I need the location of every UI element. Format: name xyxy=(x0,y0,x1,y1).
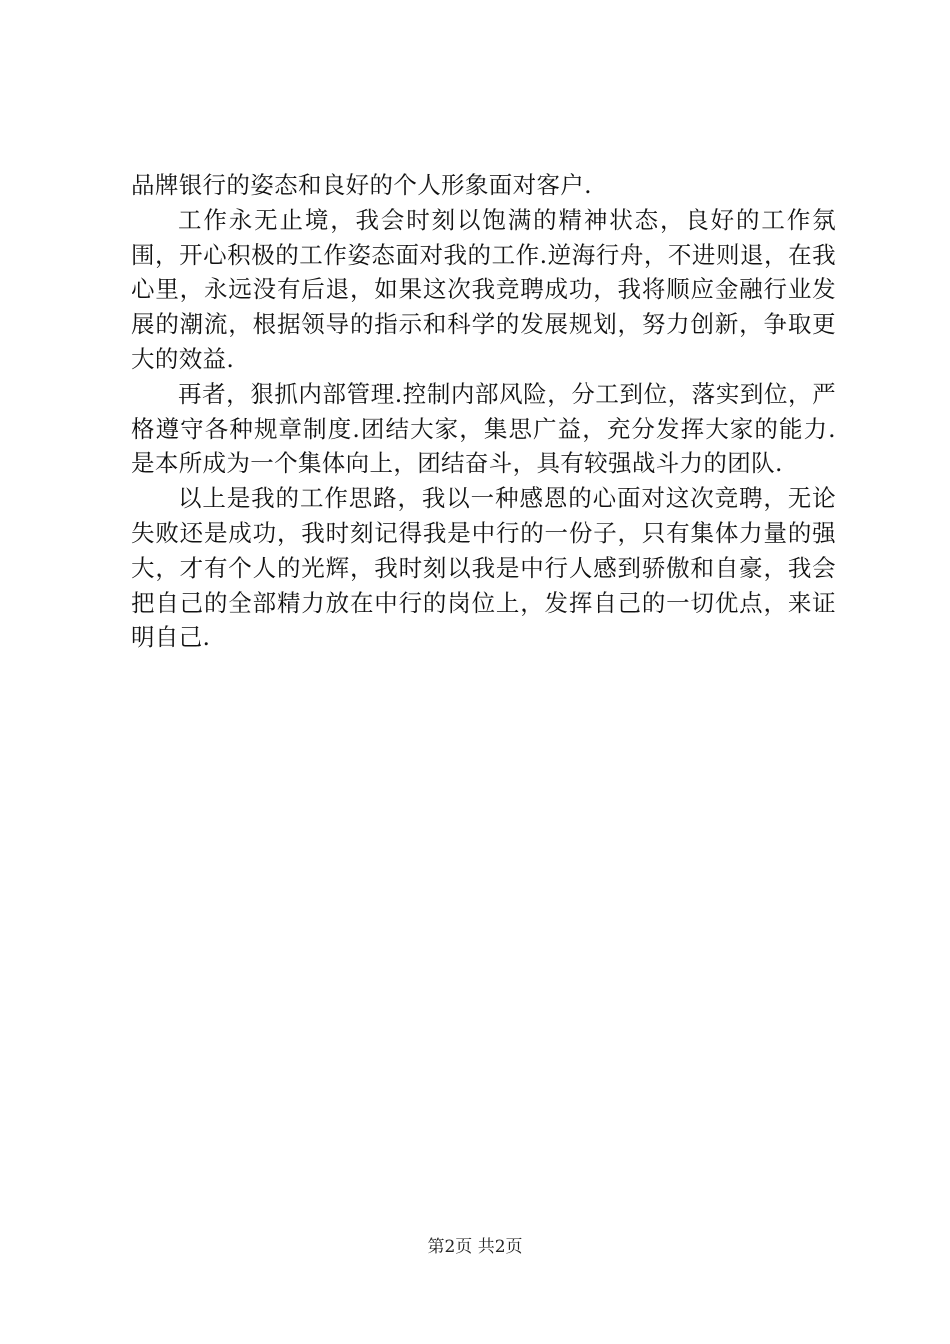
paragraph-continuation: 品牌银行的姿态和良好的个人形象面对客户. xyxy=(131,171,592,199)
document-body xyxy=(131,168,836,655)
paragraph-conclusion: 以上是我的工作思路，我以一种感恩的心面对这次竞聘，无论失败还是成功，我时刻记得我是中行的一份子，只有集体力量的强大，才有个人的光辉，我时刻以我是中行人感到骄傲和自豪，我会把自己的全部精力放在中行的岗位上，发挥自己的一切优点，来证明自己. xyxy=(131,484,836,652)
paragraph-internal-management: 再者，狠抓内部管理.控制内部风险，分工到位，落实到位，严格遵守各种规章制度.团结大家，集思广益，充分发挥大家的能力.是本所成为一个集体向上，团结奋斗，具有较强战斗力的团队. xyxy=(131,379,836,478)
paragraph-work-attitude: 工作永无止境，我会时刻以饱满的精神状态，良好的工作氛围，开心积极的工作姿态面对我的工作.逆海行舟，不进则退，在我心里，永远没有后退，如果这次我竞聘成功，我将顺应金融行业发展的潮流，根据领导的指示和科学的发展规划，努力创新，争取更大的效益. xyxy=(131,205,836,373)
page-number-footer: 第2页 共2页 xyxy=(427,1237,523,1257)
